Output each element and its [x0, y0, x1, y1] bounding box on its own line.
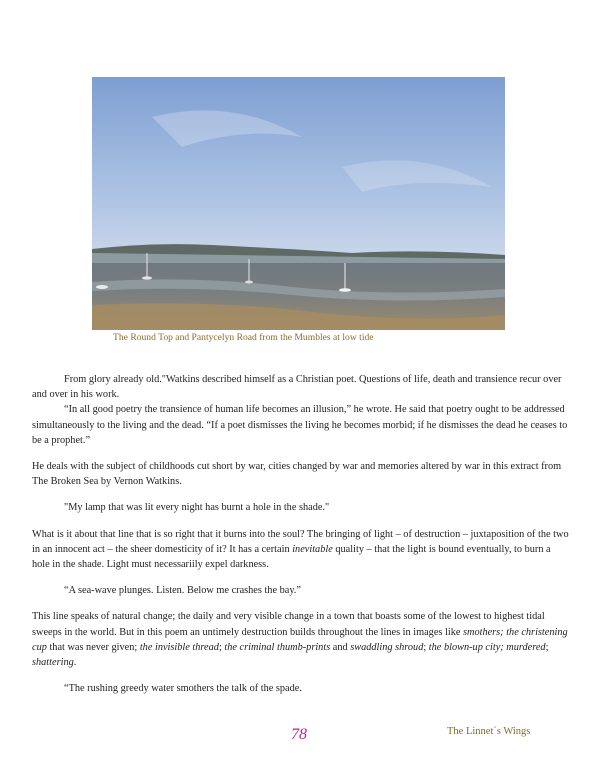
article-body	[32, 372, 570, 696]
poem-quote: "My lamp that was lit every night has burnt a hole in the shade."	[64, 502, 330, 514]
paragraph: From glory already old."Watkins described himself as a Christian poet. Questions of life, death and transience recur over and over in his work.	[32, 374, 562, 401]
publication-title: The Linnet´s Wings	[447, 726, 531, 737]
poem-quote: “A sea-wave plunges. Listen. Below me crashes the bay.”	[64, 585, 301, 597]
coastline-photo	[92, 77, 505, 330]
paragraph: He deals with the subject of childhoods cut short by war, cities changed by war and memories altered by war in this extract from The Broken Sea by Vernon Watkins.	[32, 461, 562, 488]
paragraph: What is it about that line that is so right that it burns into the soul? The bringing of light – of destruction – juxtaposition of the two in an innocent act – the sheer domesticity of it? It has a certain inevitable quality – that the light is bound eventually, to burn a hole in the shade. Light must necessariily expel darkness.	[32, 528, 569, 571]
page-number: 78	[291, 726, 307, 743]
photo-caption: The Round Top and Pantycelyn Road from the Mumbles at low tide	[113, 332, 374, 343]
poem-quote: “The rushing greedy water smothers the talk of the spade.	[64, 683, 302, 695]
paragraph: This line speaks of natural change; the daily and very visible change in a town that boasts some of the lowest to highest tidal sweeps in the world. But in this poem an untimely destruction builds throughout the lines in images like smothers; the christening cup that was never given; the invisible thread; the criminal thumb-prints and swaddling shroud; the blown-up city; murdered; shattering.	[32, 611, 568, 669]
paragraph: “In all good poetry the transience of human life becomes an illusion,” he wrote. He said that poetry ought to be addressed simultaneously to the living and the dead. “If a poet dismisses the living he becomes morbid; if he dismisses the dead he ceases to be a prophet.”	[32, 404, 568, 446]
